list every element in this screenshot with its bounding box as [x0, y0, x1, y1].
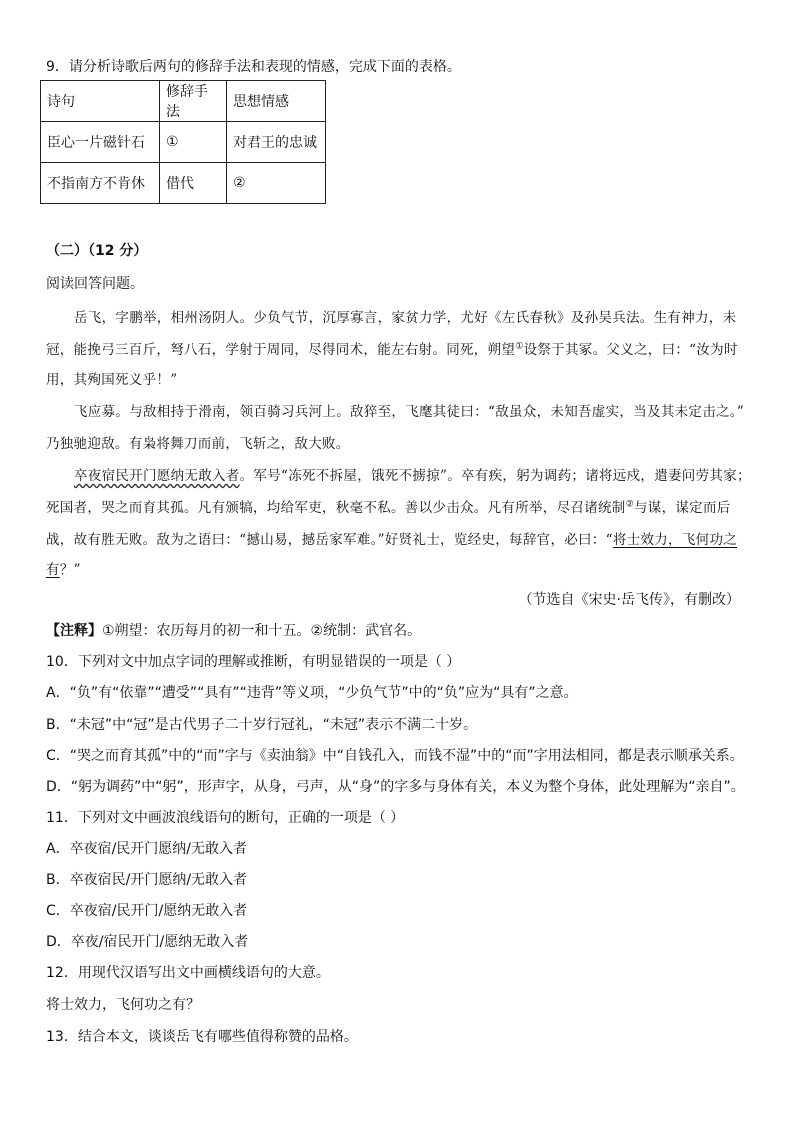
option-d: D．“躬为调药”中“躬”，形声字，从身，弓声，从“身”的字多与身体有关，本义为整个身体，此处理解为“亲自”。 [46, 779, 745, 795]
footnote-marker: ① [515, 341, 524, 352]
note-text: ①朔望：农历每月的初一和十五。②统制：武官名。 [102, 623, 422, 639]
underlined-sentence: 将士效力，飞何功之 [612, 532, 738, 548]
question-10: 10．下列对文中加点字词的理解或推断，有明显错误的一项是（ ） [46, 654, 461, 670]
question-12-sentence: 将士效力，飞何功之有？ [46, 997, 200, 1013]
table-row [41, 122, 326, 163]
section-title: （二）（12 分） [46, 243, 148, 259]
table-cell: ① [160, 122, 227, 163]
passage-line: 飞应募。与敌相持于滑南，领百骑习兵河上。敌猝至，飞麾其徒曰：“敌虽众，未知吾虚实，当及其未定击之。” [74, 404, 745, 420]
option-a: A．“负”有“依靠”“遭受”“具有”“违背”等义项，“少负气节”中的“负”应为“具有”之意。 [46, 685, 578, 701]
note-label: 【注释】 [46, 623, 102, 639]
passage-line: 用，其殉国死义乎！” [46, 372, 178, 388]
passage-line: 岳飞，字鹏举，相州汤阴人。少负气节，沉厚寡言，家贫力学，尤好《左氏春秋》及孙吴兵法。生有神力，未 [74, 310, 737, 326]
table-header-cell: 诗句 [41, 81, 160, 122]
question-12: 12．用现代汉语写出文中画横线语句的大意。 [46, 965, 330, 981]
table-header-cell: 思想情感 [227, 81, 326, 122]
option-d: D．卒夜/宿民开门/愿纳无敢入者 [46, 934, 249, 950]
passage-text: 冠，能挽弓三百斤，弩八石，学射于周同，尽得同术，能左右射。同死，朔望 [46, 342, 516, 358]
question-11: 11．下列对文中画波浪线语句的断句，正确的一项是（ ） [46, 810, 405, 826]
passage-line [74, 464, 751, 484]
table-cell: ② [227, 163, 326, 204]
passage-text: 设祭于其冢。父义之，曰：“汝为时 [523, 342, 738, 358]
passage-line [46, 558, 81, 578]
option-c: C．卒夜宿/民开门/愿纳无敢入者 [46, 903, 248, 919]
table-header-row [41, 81, 326, 122]
question-13: 13．结合本文，谈谈岳飞有哪些值得称赞的品格。 [46, 1029, 358, 1045]
passage-line [46, 338, 738, 358]
table-cell: 不指南方不肯休 [41, 163, 160, 204]
passage-text: ？” [59, 562, 81, 578]
passage-line [46, 496, 731, 516]
passage-text: 与谋，谋定而后 [633, 500, 731, 516]
underlined-sentence: 有 [46, 562, 60, 578]
option-a: A．卒夜宿/民开门愿纳/无敢入者 [46, 841, 248, 857]
wavy-underlined-sentence: 卒夜宿民开门愿纳无敢入者 [74, 468, 240, 484]
table-cell: 借代 [160, 163, 227, 204]
passage-source: （节选自《宋史·岳飞传》，有删改） [518, 592, 740, 608]
table-cell: 臣心一片磁针石 [41, 122, 160, 163]
poem-analysis-table [40, 80, 326, 204]
question-9-prompt: 9．请分析诗歌后两句的修辞手法和表现的情感，完成下面的表格。 [46, 59, 461, 75]
passage-text: 死国者，哭之而育其孤。凡有颁犒，均给军吏，秋毫不私。善以少击众。凡有所举，尽召诸统制 [46, 500, 626, 516]
section-instruction: 阅读回答问题。 [46, 276, 144, 292]
table-header-cell: 修辞手法 [160, 81, 227, 122]
footnote-marker: ② [625, 499, 634, 510]
passage-text: 。军号“冻死不拆屋，饿死不掳掠”。卒有疾，躬为调药；诸将远戍，遣妻问劳其家； [239, 468, 751, 484]
option-b: B．卒夜宿民/开门愿纳/无敢入者 [46, 872, 248, 888]
option-c: C．“哭之而育其孤”中的“而”字与《卖油翁》中“自钱孔入，而钱不湿”中的“而”字用法相同，都是表示顺承关系。 [46, 748, 744, 764]
table-cell: 对君王的忠诚 [227, 122, 326, 163]
table-row [41, 163, 326, 204]
passage-line [46, 528, 737, 548]
option-b: B．“未冠”中“冠”是古代男子二十岁行冠礼，“未冠”表示不满二十岁。 [46, 717, 478, 733]
passage-line: 乃独驰迎敌。有枭将舞刀而前，飞斩之，敌大败。 [46, 436, 350, 452]
annotation-note [46, 620, 421, 640]
passage-text: 战，故有胜无败。敌为之语曰：“撼山易，撼岳家军难。”好贤礼士，览经史，每辞官，必曰：“ [46, 532, 613, 548]
